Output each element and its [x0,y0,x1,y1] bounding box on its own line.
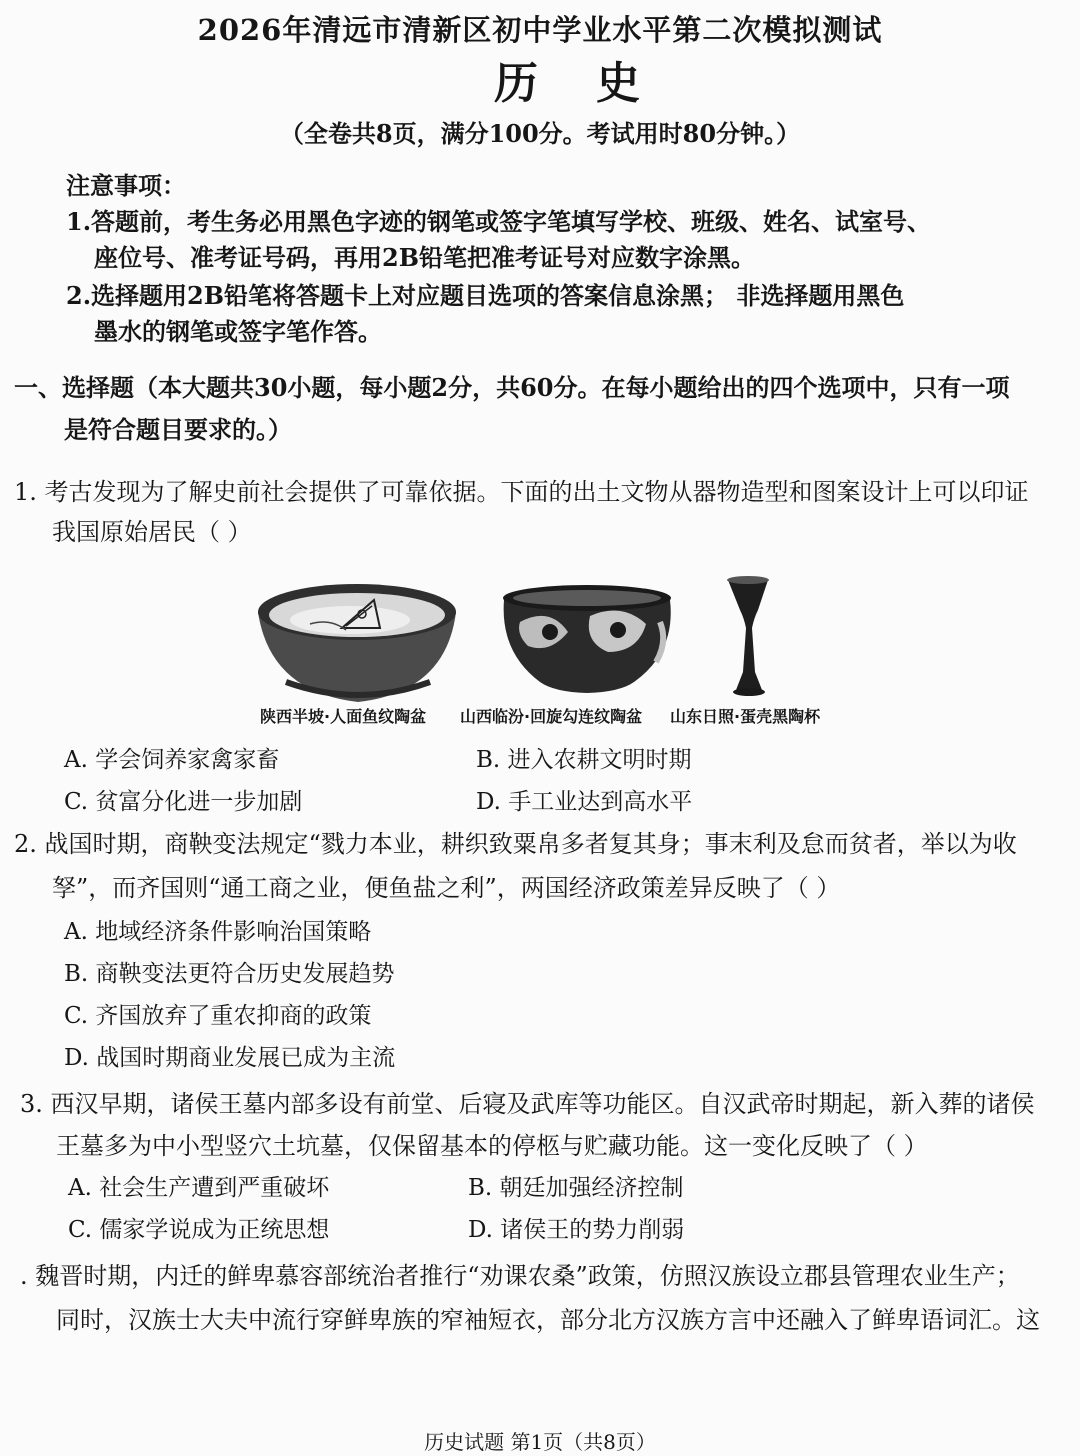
question-2-stem-cont: 孥”，而齐国则“通工商之业，便鱼盐之利”，两国经济政策差异反映了（ ） [52,874,841,902]
eggshell-black-pottery-cup-image [727,576,769,696]
question-3-option-a: A. 社会生产遭到严重破坏 [68,1175,330,1201]
question-1-option-d: D. 手工业达到高水平 [476,789,693,815]
question-4-stem: . 魏晋时期，内迁的鲜卑慕容部统治者推行“劝课农桑”政策，仿照汉族设立郡县管理农业生产； [20,1262,1020,1290]
artifact-caption-1: 陕西半坡·人面鱼纹陶盆 [260,707,427,726]
question-4-stem-cont: 同时，汉族士大夫中流行穿鲜卑族的窄袖短衣，部分北方汉族方言中还融入了鲜卑语词汇。这 [56,1306,1040,1334]
exam-title: 2026年清远市清新区初中学业水平第二次模拟测试 [197,13,883,47]
notes-item-1-cont: 座位号、准考证号码，再用2B铅笔把准考证号对应数字涂黑。 [94,243,755,272]
notes-item-1: 1.答题前，考生务必用黑色字迹的钢笔或签字笔填写学校、班级、姓名、试室号、 [66,207,932,236]
section-heading-cont: 是符合题目要求的。） [64,415,292,444]
section-heading: 一、选择题（本大题共30小题，每小题2分，共60分。在每小题给出的四个选项中，只有一项 [14,373,1010,402]
spiral-pattern-basin-image [503,585,671,693]
question-2-option-d: D. 战国时期商业发展已成为主流 [64,1045,396,1071]
question-2-option-c: C. 齐国放弃了重农抑商的政策 [64,1003,372,1029]
subject-title: 历史 [494,58,698,109]
question-1-stem-cont: 我国原始居民（ ） [52,518,252,546]
notes-item-2: 2.选择题用2B铅笔将答题卡上对应题目选项的答案信息涂黑； 非选择题用黑色 [66,281,905,310]
notes-heading: 注意事项： [66,171,186,200]
question-3-option-b: B. 朝廷加强经济控制 [468,1175,684,1201]
question-1-option-b: B. 进入农耕文明时期 [476,747,692,773]
question-1-stem: 1. 考古发现为了解史前社会提供了可靠依据。下面的出土文物从器物造型和图案设计上可以印证 [14,478,1029,506]
question-3-stem-cont: 王墓多为中小型竖穴土坑墓，仅保留基本的停柩与贮藏功能。这一变化反映了（ ） [56,1132,928,1160]
page-footer: 历史试题 第1页（共8页） [424,1430,656,1454]
question-1-option-c: C. 贫富分化进一步加剧 [64,789,303,815]
question-1-option-a: A. 学会饲养家禽家畜 [64,747,280,773]
question-3-option-d: D. 诸侯王的势力削弱 [468,1217,685,1243]
question-2-option-a: A. 地域经济条件影响治国策略 [64,919,372,945]
notes-item-2-cont: 墨水的钢笔或签字笔作答。 [94,317,382,346]
question-2-stem: 2. 战国时期，商鞅变法规定“戮力本业，耕织致粟帛多者复其身；事末利及怠而贫者，举以为收 [14,830,1017,858]
question-2-option-b: B. 商鞅变法更符合历史发展趋势 [64,961,395,987]
question-3-stem: 3. 西汉早期，诸侯王墓内部多设有前堂、后寝及武库等功能区。自汉武帝时期起，新入葬的诸侯 [20,1090,1035,1118]
fish-face-basin-image [258,584,456,702]
artifact-caption-2: 山西临汾·回旋勾连纹陶盆 [460,707,643,726]
artifact-caption-3: 山东日照·蛋壳黑陶杯 [670,707,821,726]
question-3-option-c: C. 儒家学说成为正统思想 [68,1217,330,1243]
exam-info: （全卷共8页，满分100分。考试用时80分钟。） [279,119,801,148]
